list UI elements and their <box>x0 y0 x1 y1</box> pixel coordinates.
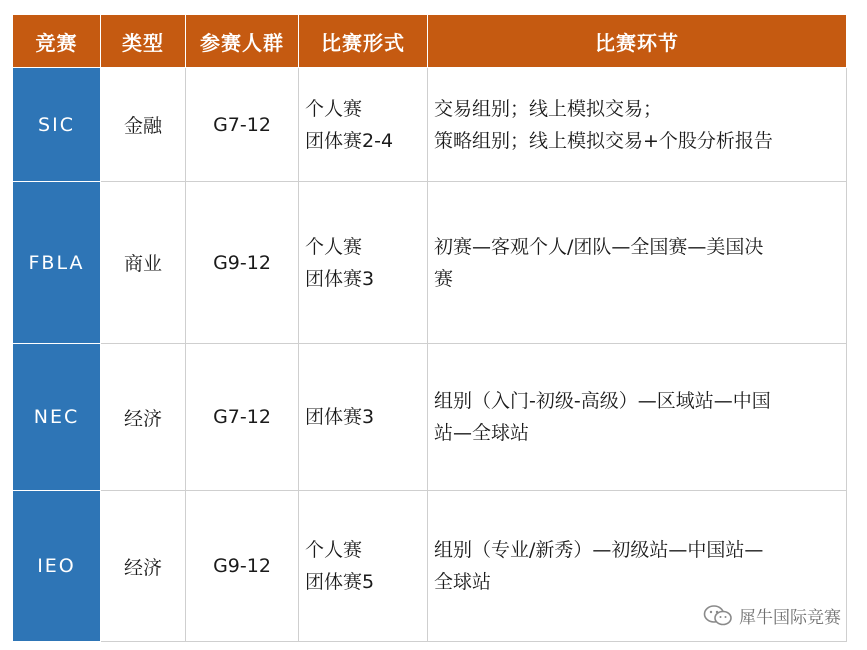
competition-stages <box>428 344 847 491</box>
competition-type: 经济 <box>101 344 186 491</box>
competition-grade: G9-12 <box>186 182 299 344</box>
stage-line: 站—全球站 <box>434 422 530 444</box>
header-participants: 参赛人群 <box>186 15 299 68</box>
header-competition: 竞赛 <box>13 15 101 68</box>
format-line: 个人赛 <box>305 235 363 258</box>
competition-grade: G9-12 <box>186 491 299 642</box>
stage-line: 组别（入门-初级-高级）—区域站—中国 <box>434 390 771 412</box>
format-line: 个人赛 <box>305 539 363 561</box>
competition-format <box>299 182 428 344</box>
competition-format <box>299 491 428 642</box>
competition-stages <box>428 182 847 344</box>
table-row <box>13 182 847 344</box>
competition-name: SIC <box>13 68 101 182</box>
header-type: 类型 <box>101 15 186 68</box>
competition-type: 金融 <box>101 68 186 182</box>
competition-grade: G7-12 <box>186 68 299 182</box>
competition-name: NEC <box>13 344 101 491</box>
competition-grade: G7-12 <box>186 344 299 491</box>
table-row <box>13 68 847 182</box>
stage-line: 赛 <box>434 267 454 290</box>
header-row <box>13 15 847 68</box>
format-line: 个人赛 <box>305 97 363 120</box>
wechat-icon <box>703 604 733 628</box>
format-line: 团体赛5 <box>305 571 375 593</box>
format-line: 团体赛3 <box>305 406 375 428</box>
stage-line: 组别（专业/新秀）—初级站—中国站— <box>434 539 764 561</box>
competition-format <box>299 344 428 491</box>
format-line: 团体赛3 <box>305 267 375 290</box>
stage-line: 策略组别；线上模拟交易+个股分析报告 <box>434 129 773 152</box>
header-stages: 比赛环节 <box>428 15 847 68</box>
table-row <box>13 344 847 491</box>
header-format: 比赛形式 <box>299 15 428 68</box>
competition-type: 经济 <box>101 491 186 642</box>
watermark-text: 犀牛国际竞赛 <box>739 608 841 628</box>
stage-line: 交易组别；线上模拟交易； <box>434 97 663 120</box>
competition-stages <box>428 68 847 182</box>
stage-line: 全球站 <box>434 571 492 593</box>
competition-name: FBLA <box>13 182 101 344</box>
format-line: 团体赛2-4 <box>305 129 394 152</box>
watermark <box>703 603 841 628</box>
competition-table <box>12 14 847 642</box>
competition-name: IEO <box>13 491 101 642</box>
competition-type: 商业 <box>101 182 186 344</box>
stage-line: 初赛—客观个人/团队—全国赛—美国决 <box>434 235 764 258</box>
competition-format <box>299 68 428 182</box>
